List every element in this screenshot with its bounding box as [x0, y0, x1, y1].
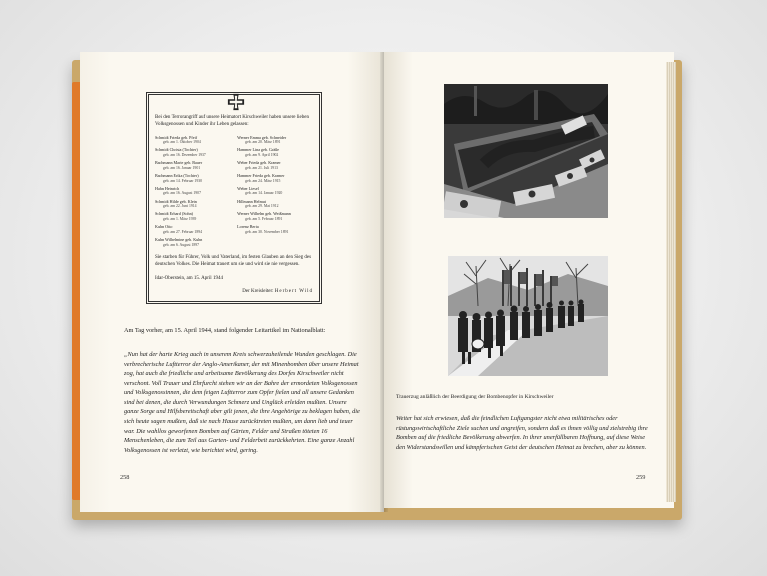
victim-entry [237, 211, 313, 222]
victim-name: Schmidt Hilde geb. Klein [155, 198, 197, 204]
victim-birthdate: geb. am 21. Juli 1913 [245, 165, 278, 170]
page-number-right: 259 [636, 474, 646, 481]
victim-column-right [237, 135, 313, 250]
victim-name: Hillmann Helmut [237, 198, 266, 204]
iron-cross-icon [227, 93, 245, 111]
page-edges [666, 62, 676, 502]
victim-name: Kuhn Wilhelmine geb. Kuhn [155, 237, 203, 243]
victim-entry [155, 147, 231, 158]
notice-intro: Bei den Terrorangriff auf unsere Heimatort Kirschweiler haben unsere lieben Volksgenossen und Kinder ihr Leben gelassen: [155, 115, 309, 127]
victim-birthdate: geb. am 24. März 1915 [245, 178, 281, 183]
notice-date: Idar-Oberstein, am 15. April 1944 [155, 276, 223, 282]
left-page [80, 52, 384, 512]
victim-birthdate: geb. am 9. April 1902 [245, 152, 279, 157]
victim-name: Hammer Lina geb. Gräße [237, 147, 280, 153]
victim-entry [155, 211, 231, 222]
notice-closing: Sie starben für Führer, Volk und Vaterland, im festen Glauben an den Sieg des deutschen Volkes. Die Heimat trauert um sie und wird sie nie vergessen. [155, 254, 312, 268]
victim-name: Werner Emma geb. Schneider [237, 134, 287, 140]
right-page [384, 52, 674, 508]
victim-entry [237, 160, 313, 171]
notice-signature [155, 289, 313, 296]
victim-name: Bachmann Erika (Tochter) [155, 172, 199, 178]
victim-name: Werner Wilhelm geb. Weißmann [237, 211, 291, 217]
editorial-quote: „Nun hat der harte Krieg auch in unserem Kreis schwerzuheilende Wunden geschlagen. Die verbrecherische Luftterror der Anglo-Amerikaner, der mit Minenbomben über unsere Heimat zog, hat auch die friedliche und arbeitsame Bevölkerung des Dorfes Kirschweiler nicht verschont. Voll Trauer und Ehrfurcht stehen wir an der Bahre der ermordeten Volksgenossen und Volksgenossinnen, die dem feigen Luftterror zum Opfer fielen und all unsere Gedanken sind bei denen, die durch Verwundungen Schmerz und Unglück erleiden mußten. Unsere ganze Sorge und Hilfsbereitschaft aber gilt jenen, die ihre Angehörige zu beklagen haben, die sich heute sagen mußten, daß sie nach Hause zurücktreten mußten, um dann lieb und teuer war. Die wahllos geworfenen Bomben auf Gärten, Felder und Straßen töteten 16 Menschenleben, die zum Teil aus Garten- und Felderbeit zurückkehrten. Eine ganze Anzahl Volksgenossen ist verletzt, wie berichtet wird, gering. [124, 351, 360, 454]
victim-birthdate: geb. am 14. Februar 1930 [163, 178, 203, 183]
victim-list [155, 135, 313, 250]
victim-entry [155, 135, 231, 146]
victim-name: Hammer Frieda geb. Kramer [237, 172, 285, 178]
victim-entry [237, 199, 313, 210]
victim-name: Kuhn Otto [155, 224, 173, 230]
victim-name: Schmidt Frieda geb. Pfeif [155, 134, 198, 140]
victim-birthdate: geb. am 1. Oktober 1904 [163, 140, 201, 145]
victim-entry [155, 199, 231, 210]
victim-name: Weber Liesel [237, 185, 259, 191]
victim-column-left [155, 135, 231, 250]
victim-birthdate: geb. am 16. August 1907 [163, 191, 201, 196]
victim-birthdate: geb. am 30. November 1891 [245, 229, 289, 234]
death-notice [146, 92, 322, 304]
victim-name: Schmidt Erhard (Sohn) [155, 211, 193, 217]
victim-entry [237, 173, 313, 184]
victim-name: Bachmann Marie geb. Bauer [155, 160, 203, 166]
victim-name: Lorenz Berta [237, 224, 259, 230]
victim-entry [237, 135, 313, 146]
funeral-procession-photo [448, 256, 608, 376]
victim-birthdate: geb. am 27. Februar 1894 [163, 229, 203, 234]
victim-birthdate: geb. am 16. Januar 1901 [163, 165, 201, 170]
victim-entry [155, 237, 231, 248]
victim-entry [155, 186, 231, 197]
victim-birthdate: geb. am 16. Dezember 1937 [163, 152, 206, 157]
graves-photo [444, 84, 608, 218]
victim-entry [155, 224, 231, 235]
victim-birthdate: geb. am 14. Januar 1920 [245, 191, 283, 196]
victim-birthdate: geb. am 5. Februar 1891 [245, 216, 283, 221]
victim-name: Hahn Heinrich [155, 185, 180, 191]
victim-birthdate: geb. am 22. Juni 1914 [163, 204, 197, 209]
victim-birthdate: geb. am 20. März 1891 [245, 140, 281, 145]
signature-title: Der Kreisleiter: [242, 289, 274, 295]
victim-entry [237, 224, 313, 235]
victim-birthdate: geb. am 6. August 1897 [163, 242, 200, 247]
victim-entry [237, 186, 313, 197]
victim-birthdate: geb. am 1. März 1939 [163, 216, 197, 221]
page-number-left: 258 [120, 474, 130, 481]
photo-caption: Trauerzug anläßlich der Beerdigung der Bombenopfer in Kirschweiler [396, 394, 554, 400]
victim-entry [155, 173, 231, 184]
signature-name: Herbert Wild [274, 289, 313, 295]
body-paragraph: Weiter hat sich erwiesen, daß die feindlichen Luftgangster nicht etwa militärisches oder rüstungswirtschaftliche Ziele suchen und angreifen, sondern daß es ihnen völlig und zielstrebig ihre Bomben auf die friedliche Bevölkerung abwerfen. In ihrer unerfüllbaren Hoffnung, auf diese Weise den Widerstandswillen und kämpferischen Geist der deutschen Heimat zu brechen, aber zu können. [396, 415, 648, 451]
victim-entry [237, 147, 313, 158]
victim-name: Weber Frieda geb. Kramer [237, 160, 281, 166]
lead-paragraph: Am Tag vorher, am 15. April 1944, stand folgender Leitartikel im Nationalblatt: [124, 327, 326, 334]
victim-name: Schmidt Christa (Tochter) [155, 147, 198, 153]
victim-entry [155, 160, 231, 171]
victim-birthdate: geb. am 29. Mai 1912 [245, 204, 279, 209]
